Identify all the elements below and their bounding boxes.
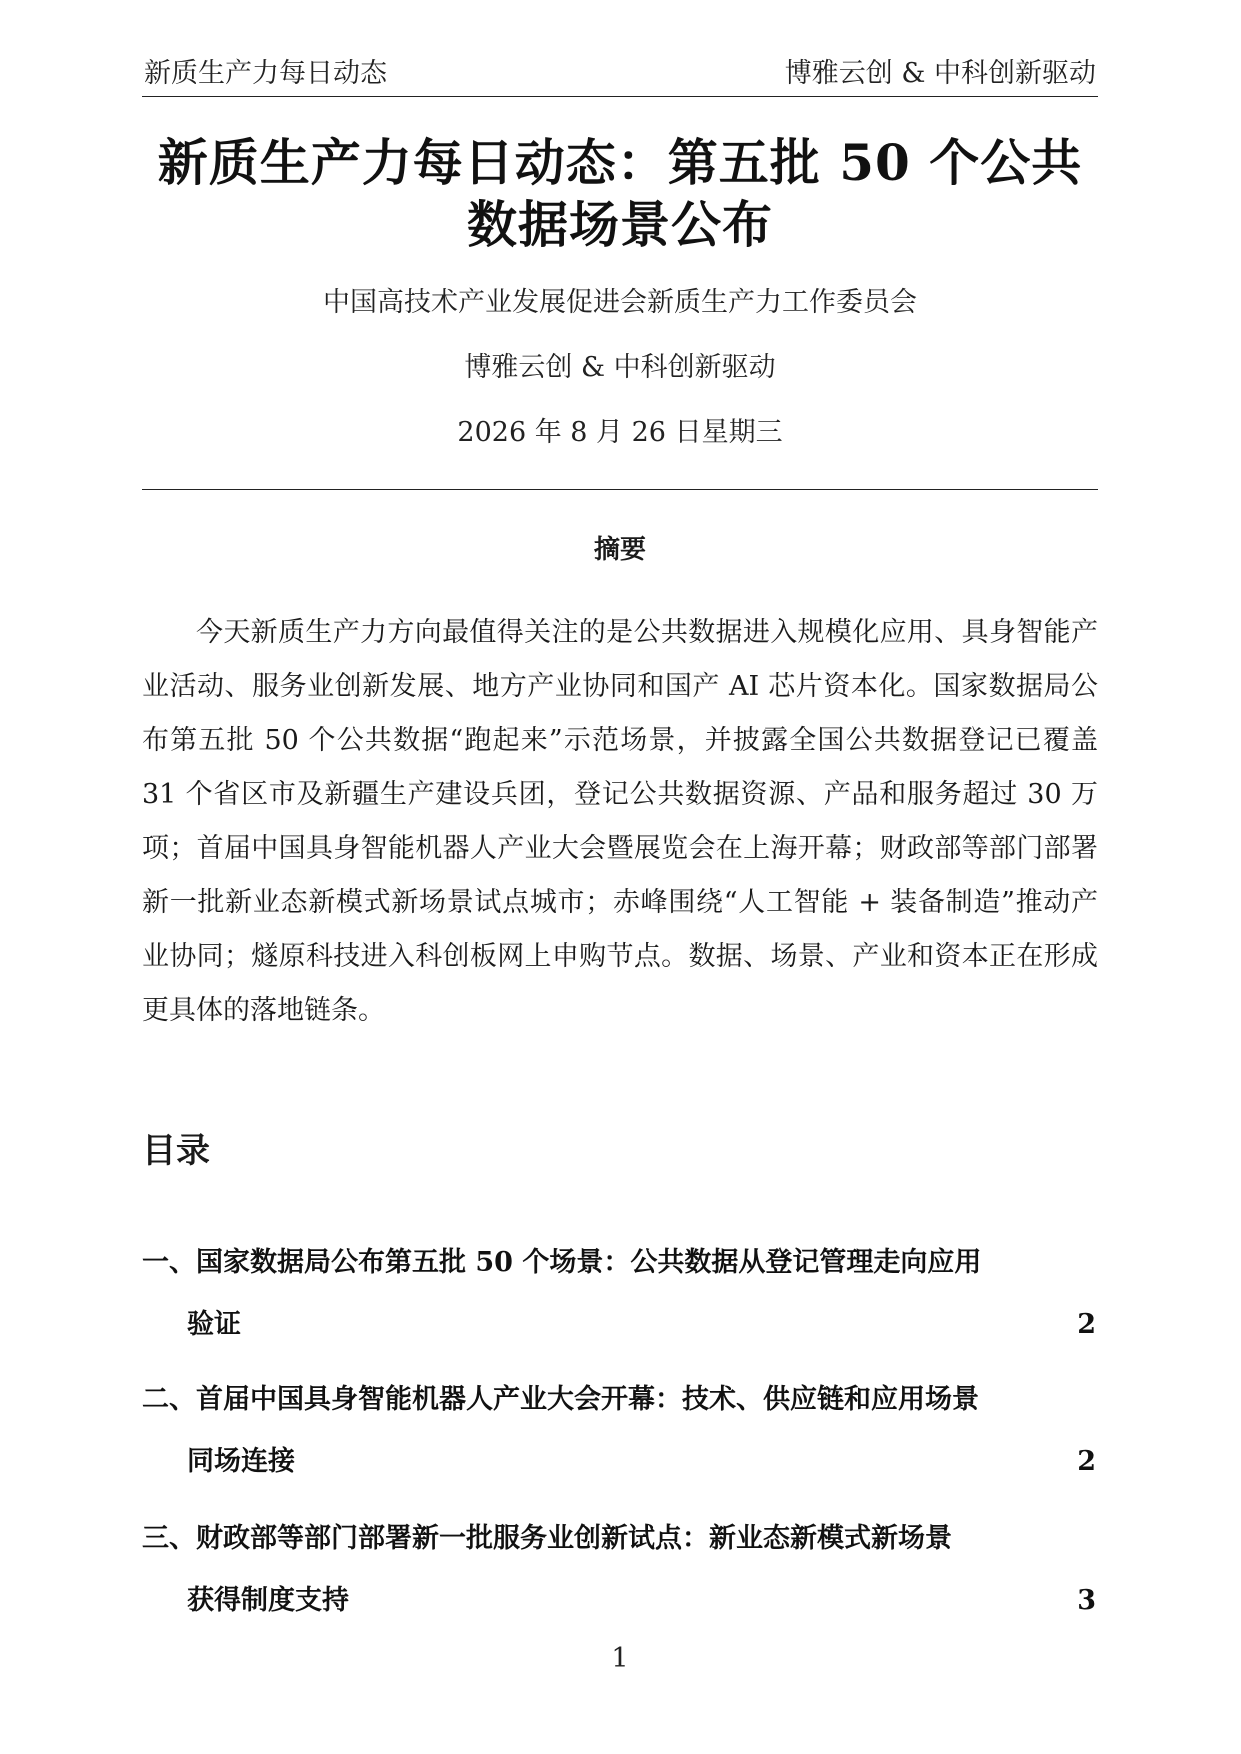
header-right-text: 博雅云创 & 中科创新驱动 xyxy=(784,58,1096,89)
author-organization: 中国高技术产业发展促进会新质生产力工作委员会 xyxy=(323,287,917,318)
toc-entry-2[interactable] xyxy=(142,1380,1098,1480)
author-brand: 博雅云创 & 中科创新驱动 xyxy=(464,352,776,383)
publication-date: 2026 年 8 月 26 日星期三 xyxy=(457,417,783,448)
toc-entry-page-number[interactable]: 3 xyxy=(1077,1585,1096,1616)
header-left-text: 新质生产力每日动态 xyxy=(144,58,387,89)
toc-entry-title-continued[interactable]: 验证 xyxy=(187,1309,241,1340)
toc-entry-title[interactable]: 三、财政部等部门部署新一批服务业创新试点：新业态新模式新场景 xyxy=(142,1523,952,1554)
abstract-heading: 摘要 xyxy=(593,535,646,565)
title-divider xyxy=(142,489,1098,490)
title-line-1: 新质生产力每日动态：第五批 50 个公共 xyxy=(157,133,1083,192)
toc-heading: 目录 xyxy=(142,1131,210,1171)
document-title xyxy=(142,132,1098,256)
running-header xyxy=(142,56,1098,97)
title-line-2: 数据场景公布 xyxy=(467,195,773,254)
abstract-body: 今天新质生产力方向最值得关注的是公共数据进入规模化应用、具身智能产业活动、服务业创新发展、地方产业协同和国产 AI 芯片资本化。国家数据局公布第五批 50 个公共数据“跑起来”示范场景，并披露全国公共数据登记已覆盖 31 个省区市及新疆生产建设兵团，登记公共数据资源、产品和服务超过 30 万项；首届中国具身智能机器人产业大会暨展览会在上海开幕；财政部等部门部署新一批新业态新模式新场景试点城市；赤峰围绕“人工智能 + 装备制造”推动产业协同；燧原科技进入科创板网上申购节点。数据、场景、产业和资本正在形成更具体的落地链条。 xyxy=(142,617,1098,1026)
toc-entry-1[interactable] xyxy=(142,1243,1098,1343)
toc-entry-title-continued[interactable]: 同场连接 xyxy=(187,1446,295,1477)
toc-entry-title-continued[interactable]: 获得制度支持 xyxy=(187,1585,349,1616)
page-number: 1 xyxy=(611,1643,629,1674)
toc-entry-title[interactable]: 二、首届中国具身智能机器人产业大会开幕：技术、供应链和应用场景 xyxy=(142,1384,979,1415)
toc-entry-title[interactable]: 一、国家数据局公布第五批 50 个场景：公共数据从登记管理走向应用 xyxy=(142,1247,982,1278)
toc-entry-page-number[interactable]: 2 xyxy=(1077,1446,1096,1477)
toc-entry-3[interactable] xyxy=(142,1519,1098,1619)
toc-entry-page-number[interactable]: 2 xyxy=(1077,1309,1096,1340)
